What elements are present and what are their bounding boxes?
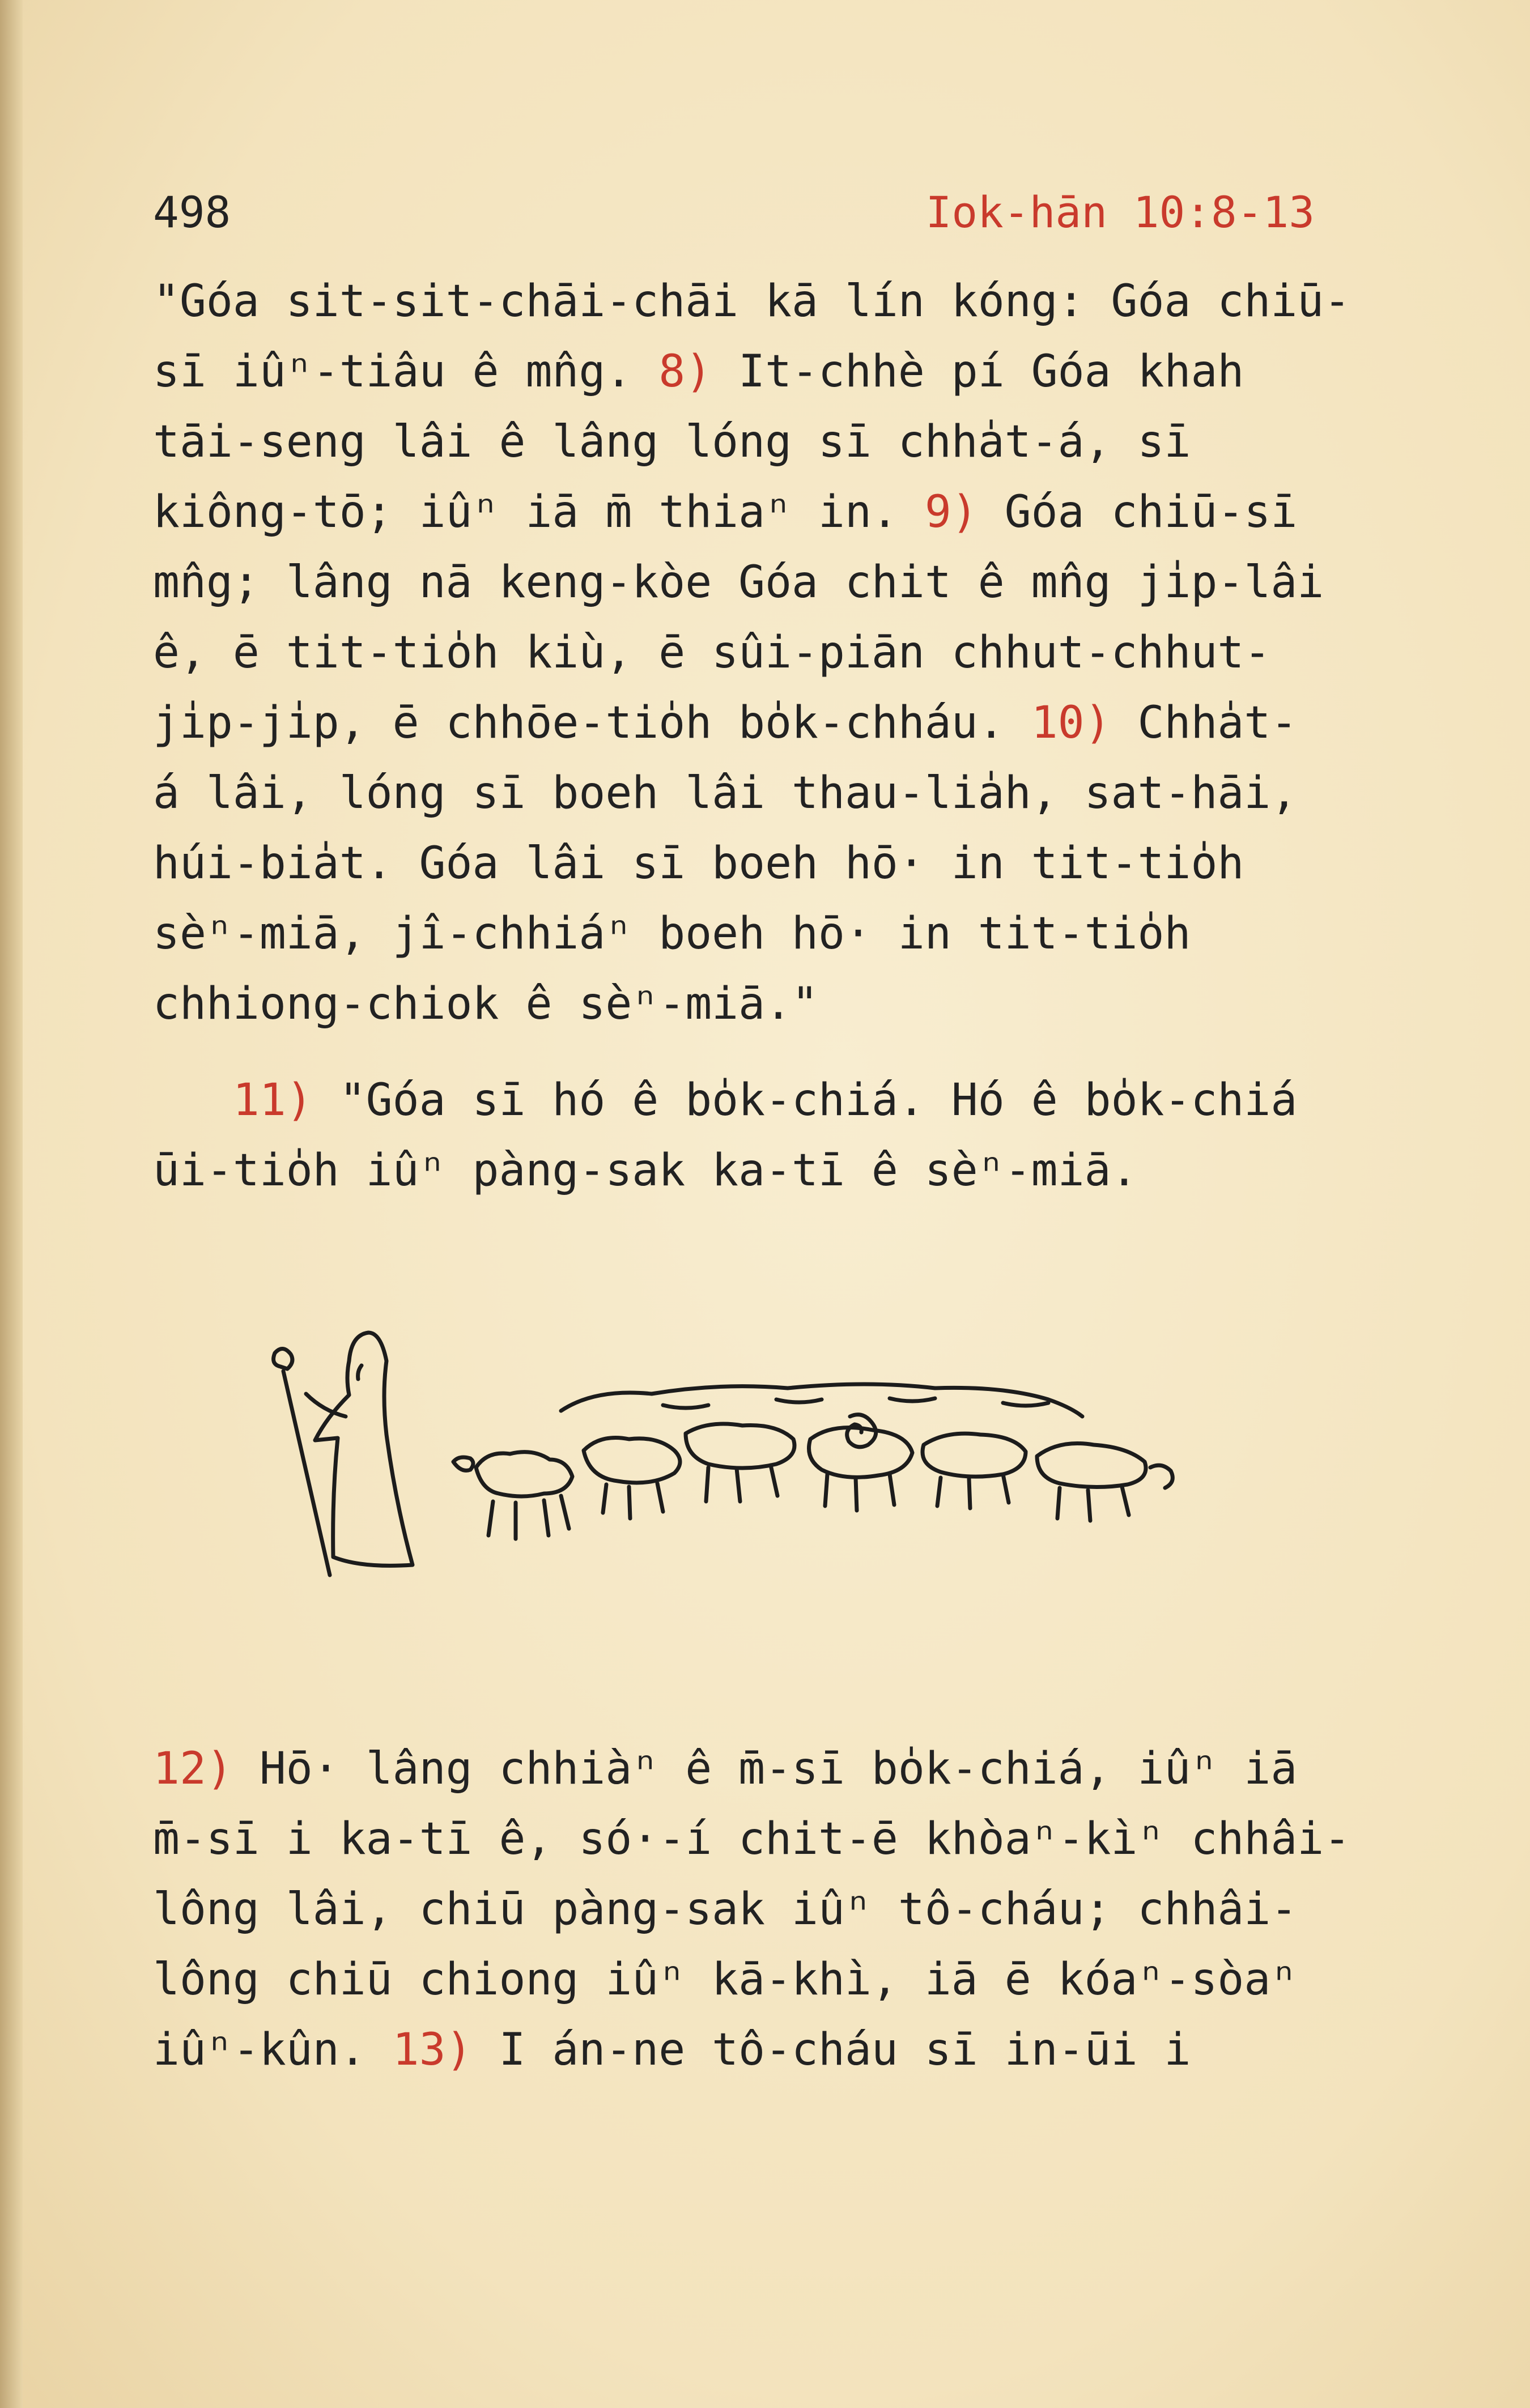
text-line [153, 1135, 1434, 1206]
flock-of-sheep [453, 1384, 1172, 1539]
text-segment: Góa chiū-sī [978, 487, 1298, 538]
text-segment: ê, ē tit-tio̍h kiù, ē sûi-piān chhut-chhut- [153, 627, 1271, 678]
text-segment: á lâi, lóng sī boeh lâi thau-lia̍h, sat-hāi, [153, 768, 1298, 819]
text-line [153, 1065, 1434, 1135]
text-line [153, 688, 1434, 758]
verse-number: 8) [658, 346, 712, 397]
text-line [153, 1804, 1434, 1874]
text-line [153, 337, 1434, 407]
text-segment: Chha̍t- [1111, 697, 1298, 748]
verse-number: 11) [232, 1075, 313, 1126]
page-edge [0, 0, 23, 2408]
text-segment: m̄-sī i ka-tī ê, só·-í chit-ē khòaⁿ-kìⁿ chhâi- [153, 1814, 1351, 1865]
text-segment: I án-ne tô-cháu sī in-ūi i [472, 2024, 1191, 2075]
verse-number: 13) [392, 2024, 473, 2075]
shepherd-figure [274, 1333, 413, 1575]
text-segment: lông chiū chiong iûⁿ kā-khì, iā ē kóaⁿ-sòaⁿ [153, 1954, 1298, 2005]
text-line [153, 969, 1434, 1039]
text-line [153, 266, 1434, 337]
text-segment: It-chhè pí Góa khah [712, 346, 1244, 397]
text-segment: sèⁿ-miā, jî-chhiáⁿ boeh hō· in tit-tio̍h [153, 908, 1191, 959]
text-segment: "Góa sit-sit-chāi-chāi kā lín kóng: Góa chiū- [153, 276, 1351, 327]
text-segment: "Góa sī hó ê bo̍k-chiá. Hó ê bo̍k-chiá [312, 1075, 1298, 1126]
text-line [153, 477, 1434, 547]
text-line [153, 407, 1434, 477]
text-segment: ūi-tio̍h iûⁿ pàng-sak ka-tī ê sèⁿ-miā. [153, 1145, 1138, 1196]
page-number: 498 [153, 187, 231, 237]
text-segment [153, 1075, 233, 1126]
verse-number: 9) [924, 487, 978, 538]
paragraph [153, 1734, 1434, 2085]
page-header [153, 181, 1315, 244]
text-line [153, 2015, 1434, 2085]
paragraph [153, 266, 1434, 1039]
text-line [153, 1734, 1434, 1804]
text-segment: ji̍p-ji̍p, ē chhōe-tio̍h bo̍k-chháu. [153, 697, 1031, 748]
text-segment: mn̂g; lâng nā keng-kòe Góa chit ê mn̂g ji̍p-lâi [153, 557, 1324, 608]
text-line [153, 1945, 1434, 2015]
text-segment: Hō· lâng chhiàⁿ ê m̄-sī bo̍k-chiá, iûⁿ iā [232, 1743, 1298, 1794]
text-segment: sī iûⁿ-tiâu ê mn̂g. [153, 346, 659, 397]
running-head: Iok-hān 10:8-13 [925, 187, 1315, 237]
text-line [153, 899, 1434, 969]
verse-number: 12) [153, 1743, 233, 1794]
text-segment: chhiong-chiok ê sèⁿ-miā." [153, 978, 818, 1029]
text-line [153, 1874, 1434, 1945]
text-segment: húi-bia̍t. Góa lâi sī boeh hō· in tit-tio̍h [153, 838, 1244, 889]
text-segment: tāi-seng lâi ê lâng lóng sī chha̍t-á, sī [153, 416, 1191, 467]
paragraph [153, 1065, 1434, 1206]
text-line [153, 758, 1434, 828]
text-line [153, 618, 1434, 688]
text-segment: iûⁿ-kûn. [153, 2024, 393, 2075]
text-segment: kiông-tō; iûⁿ iā m̄ thiaⁿ in. [153, 487, 925, 538]
shepherd-flock-illustration [266, 1326, 1230, 1581]
verse-number: 10) [1031, 697, 1111, 748]
text-segment: lông lâi, chiū pàng-sak iûⁿ tô-cháu; chhâi- [153, 1884, 1298, 1935]
text-line [153, 828, 1434, 899]
text-line [153, 547, 1434, 618]
